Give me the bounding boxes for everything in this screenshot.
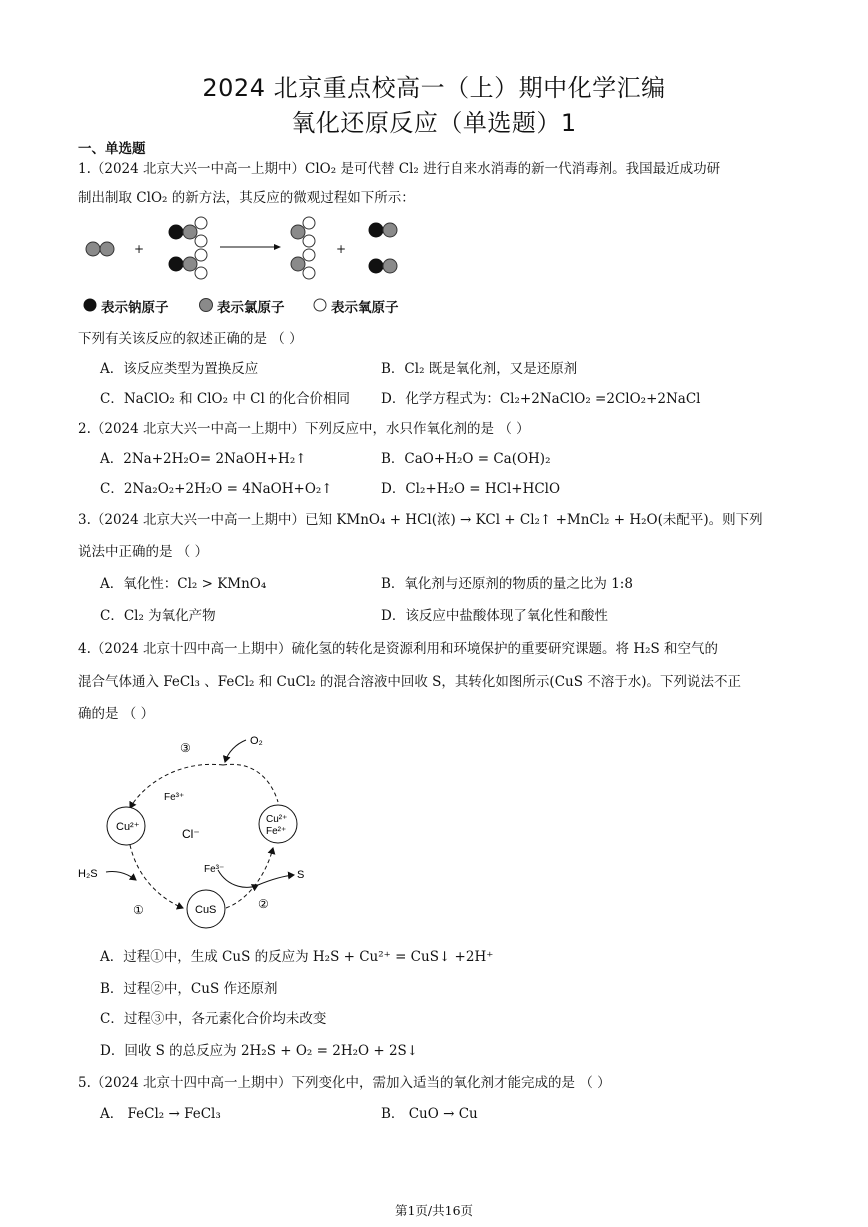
- q4-text-line1: 4.（2024 北京十四中高一上期中）硫化氢的转化是资源利用和环境保护的重要研究课题。将 H₂S 和空气的: [78, 641, 719, 657]
- q2-option-b: B．CaO+H₂O = Ca(OH)₂: [381, 451, 551, 467]
- q2-option-d: D．Cl₂+H₂O = HCl+HClO: [381, 481, 561, 497]
- legend-chlorine-atom-icon: [198, 297, 214, 313]
- q3-text-line1: 3.（2024 北京大兴一中高一上期中）已知 KMnO₄ + HCl(浓) → KCl + Cl₂↑ +MnCl₂ + H₂O(未配平)。则下列: [78, 512, 763, 528]
- q3-option-a: A．氧化性：Cl₂ > KMnO₄: [100, 576, 267, 592]
- legend-sodium-atom-icon: [82, 297, 98, 313]
- q5-stem: 5.（2024 北京十四中高一上期中）下列变化中，需加入适当的氧化剂才能完成的是 （ ）: [78, 1075, 611, 1091]
- fe3-top-label: Fe³⁺: [164, 792, 185, 803]
- step1-label: ①: [133, 903, 144, 917]
- o2-label: O₂: [250, 735, 263, 747]
- step2-label: ②: [258, 897, 269, 911]
- cus-label: CuS: [195, 904, 217, 916]
- q1-stem: 下列有关该反应的叙述正确的是 （ ）: [78, 331, 303, 347]
- cu2-label: Cu²⁺: [116, 821, 140, 833]
- section-heading: 一、单选题: [78, 141, 146, 157]
- q2-option-a: A．2Na+2H₂O= 2NaOH+H₂↑: [100, 451, 307, 467]
- q3-text-line2: 说法中正确的是 （ ）: [78, 544, 209, 560]
- q3-option-b: B．氧化剂与还原剂的物质的量之比为 1:8: [381, 576, 633, 592]
- document-title: 2024 北京重点校高一（上）期中化学汇编: [202, 74, 666, 102]
- q1-reaction-diagram: [84, 214, 504, 282]
- cl-label: Cl⁻: [182, 827, 200, 841]
- q2-stem: 2.（2024 北京大兴一中高一上期中）下列反应中，水只作氧化剂的是 （ ）: [78, 421, 530, 437]
- fe2-label: Fe²⁺: [266, 826, 287, 837]
- h2s-label: H₂S: [78, 868, 98, 880]
- q2-option-c: C．2Na₂O₂+2H₂O = 4NaOH+O₂↑: [100, 481, 333, 497]
- page-footer: 第1页/共16页: [394, 1203, 474, 1218]
- legend-chlorine-label: 表示氯原子: [217, 300, 285, 316]
- q4-text-line2: 混合气体通入 FeCl₃ 、FeCl₂ 和 CuCl₂ 的混合溶液中回收 S，其转化如图所示(CuS 不溶于水)。下列说法不正: [78, 674, 742, 690]
- legend-sodium-label: 表示钠原子: [101, 300, 169, 316]
- q1-option-b: B．Cl₂ 既是氧化剂，又是还原剂: [381, 361, 578, 377]
- q4-cycle-diagram: [78, 730, 338, 930]
- document-subtitle: 氧化还原反应（单选题）1: [291, 109, 577, 137]
- q4-option-d: D．回收 S 的总反应为 2H₂S + O₂ = 2H₂O + 2S↓: [100, 1043, 419, 1059]
- q4-option-c: C．过程③中，各元素化合价均未改变: [100, 1011, 327, 1027]
- q1-option-d: D．化学方程式为：Cl₂+2NaClO₂ =2ClO₂+2NaCl: [381, 391, 701, 407]
- legend-oxygen-atom-icon: [312, 297, 328, 313]
- fe3-mid-label: Fe³⁻: [204, 864, 225, 875]
- q1-option-a: A．该反应类型为置换反应: [100, 361, 259, 377]
- q1-option-c: C．NaClO₂ 和 ClO₂ 中 Cl 的化合价相同: [100, 391, 351, 407]
- q4-option-a: A．过程①中，生成 CuS 的反应为 H₂S + Cu²⁺ = CuS↓ +2H⁺: [100, 949, 494, 965]
- s-label: S: [297, 869, 305, 881]
- q5-option-b: B． CuO → Cu: [381, 1106, 478, 1122]
- legend-oxygen-label: 表示氧原子: [331, 300, 399, 316]
- svg-text:+: +: [134, 242, 145, 256]
- q4-option-b: B．过程②中，CuS 作还原剂: [100, 981, 278, 997]
- q5-option-a: A． FeCl₂ → FeCl₃: [100, 1106, 221, 1122]
- q3-option-d: D．该反应中盐酸体现了氧化性和酸性: [381, 608, 608, 624]
- q3-option-c: C．Cl₂ 为氧化产物: [100, 608, 216, 624]
- q1-text-line1: 1.（2024 北京大兴一中高一上期中）ClO₂ 是可代替 Cl₂ 进行自来水消毒的新一代消毒剂。我国最近成功研: [78, 161, 721, 177]
- q1-text-line2: 制出制取 ClO₂ 的新方法，其反应的微观过程如下所示：: [78, 190, 415, 206]
- q4-text-line3: 确的是 （ ）: [78, 706, 155, 722]
- step3-label: ③: [180, 741, 191, 755]
- svg-text:+: +: [336, 242, 347, 256]
- cu2-label-right: Cu²⁺: [266, 814, 288, 825]
